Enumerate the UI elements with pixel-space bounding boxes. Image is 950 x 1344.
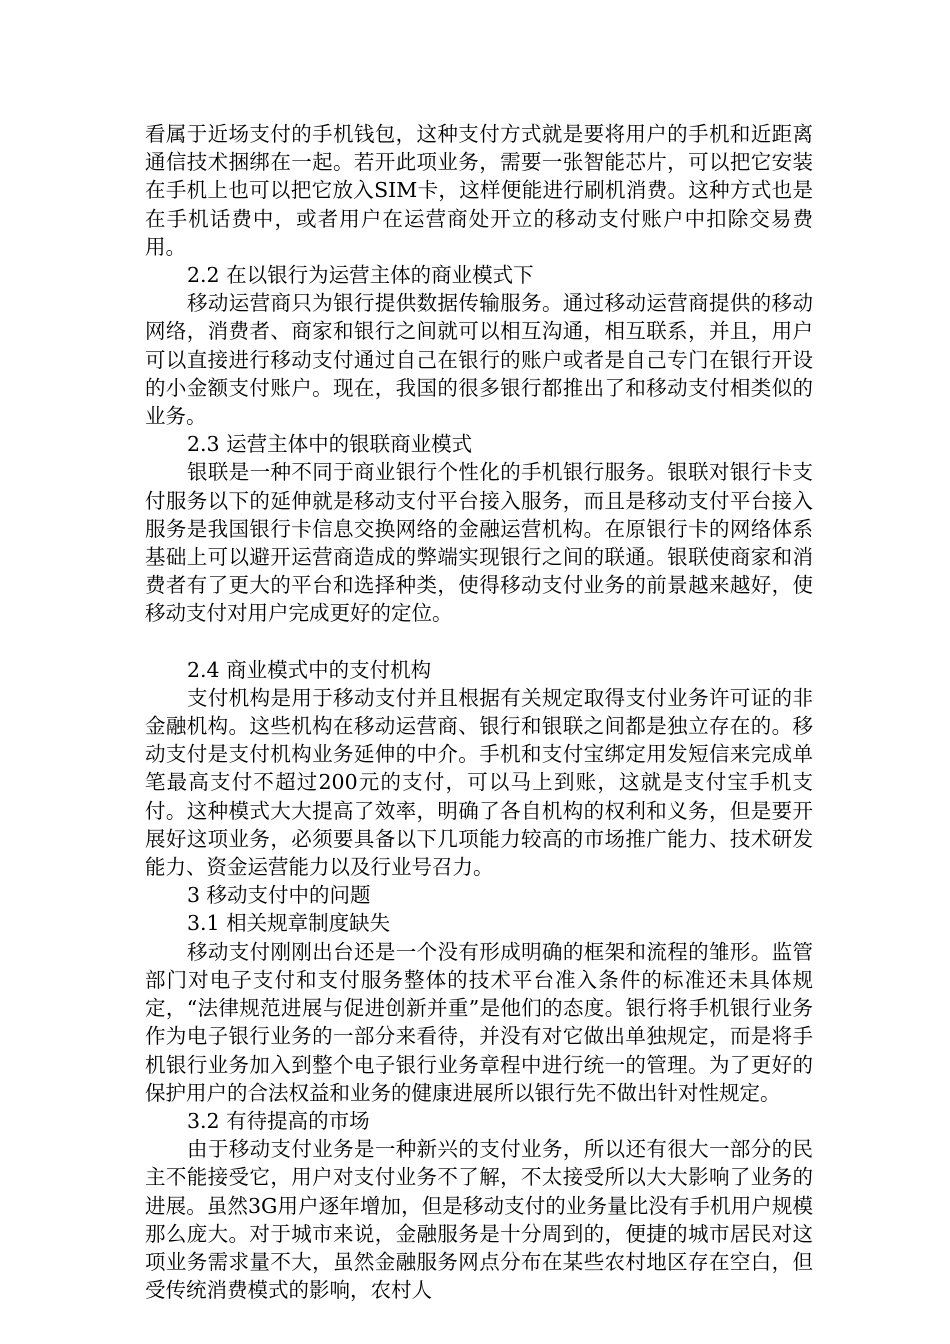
section-heading: 3.2 有待提高的市场 — [187, 1108, 370, 1133]
body-paragraph: 移动支付刚刚出台还是一个没有形成明确的框架和流程的雏形。监管部门对电子支付和支付服务整体的技术平台准入条件的标准还未具体规定，“法律规范进展与促进创新并重”是他们的态度。银行将手机银行业务作为电子银行业务的一部分来看待，并没有对它做出单独规定，而是将手机银行业务加入到整个电子银行业务章程中进行统一的管理。为了更好的保护用户的合法权益和业务的健康进展所以银行先不做出针对性规定。 — [145, 939, 813, 1105]
body-paragraph: 看属于近场支付的手机钱包，这种支付方式就是要将用户的手机和近距离通信技术捆绑在一起。若开此项业务，需要一张智能芯片，可以把它安装在手机上也可以把它放入SIM卡，这样便能进行刷机消费。这种方式也是在手机话费中，或者用户在运营商处开立的移动支付账户中扣除交易费用。 — [145, 122, 813, 259]
paragraph-gap — [145, 628, 813, 656]
section-heading: 3.1 相关规章制度缺失 — [187, 911, 391, 936]
body-paragraph: 移动运营商只为银行提供数据传输服务。通过移动运营商提供的移动网络，消费者、商家和银行之间就可以相互沟通，相互联系，并且，用户可以直接进行移动支付通过自己在银行的账户或者是自己专门在银行开设的小金额支付账户。现在，我国的很多银行都推出了和移动支付相类似的业务。 — [145, 291, 813, 429]
section-heading: 2.4 商业模式中的支付机构 — [187, 657, 432, 682]
body-paragraph: 由于移动支付业务是一种新兴的支付业务，所以还有很大一部分的民主不能接受它，用户对支付业务不了解，不太接受所以大大影响了业务的进展。虽然3G用户逐年增加，但是移动支付的业务量比没有手机用户规模那么庞大。对于城市来说，金融服务是十分周到的，便捷的城市居民对这项业务需求量不大，虽然金融服务网点分布在某些农村地区存在空白，但受传统消费模式的影响，农村人 — [145, 1137, 813, 1303]
section-heading: 2.2 在以银行为运营主体的商业模式下 — [187, 263, 534, 288]
section-heading: 2.3 运营主体中的银联商业模式 — [187, 432, 473, 457]
body-paragraph: 银联是一种不同于商业银行个性化的手机银行服务。银联对银行卡支付服务以下的延伸就是移动支付平台接入服务，而且是移动支付平台接入服务是我国银行卡信息交换网络的金融运营机构。在原银行卡的网络体系基础上可以避开运营商造成的弊端实现银行之间的联通。银联使商家和消费者有了更大的平台和选择种类，使得移动支付业务的前景越来越好，使移动支付对用户完成更好的定位。 — [145, 460, 813, 626]
document-body — [145, 120, 813, 1304]
section-heading: 3 移动支付中的问题 — [187, 883, 371, 908]
body-paragraph: 支付机构是用于移动支付并且根据有关规定取得支付业务许可证的非金融机构。这些机构在移动运营商、银行和银联之间都是独立存在的。移动支付是支付机构业务延伸的中介。手机和支付宝绑定用发短信来完成单笔最高支付不超过200元的支付，可以马上到账，这就是支付宝手机支付。这种模式大大提高了效率，明确了各自机构的权利和义务，但是要开展好这项业务，必须要具备以下几项能力较高的市场推广能力、技术研发能力、资金运营能力以及行业号召力。 — [145, 685, 813, 880]
